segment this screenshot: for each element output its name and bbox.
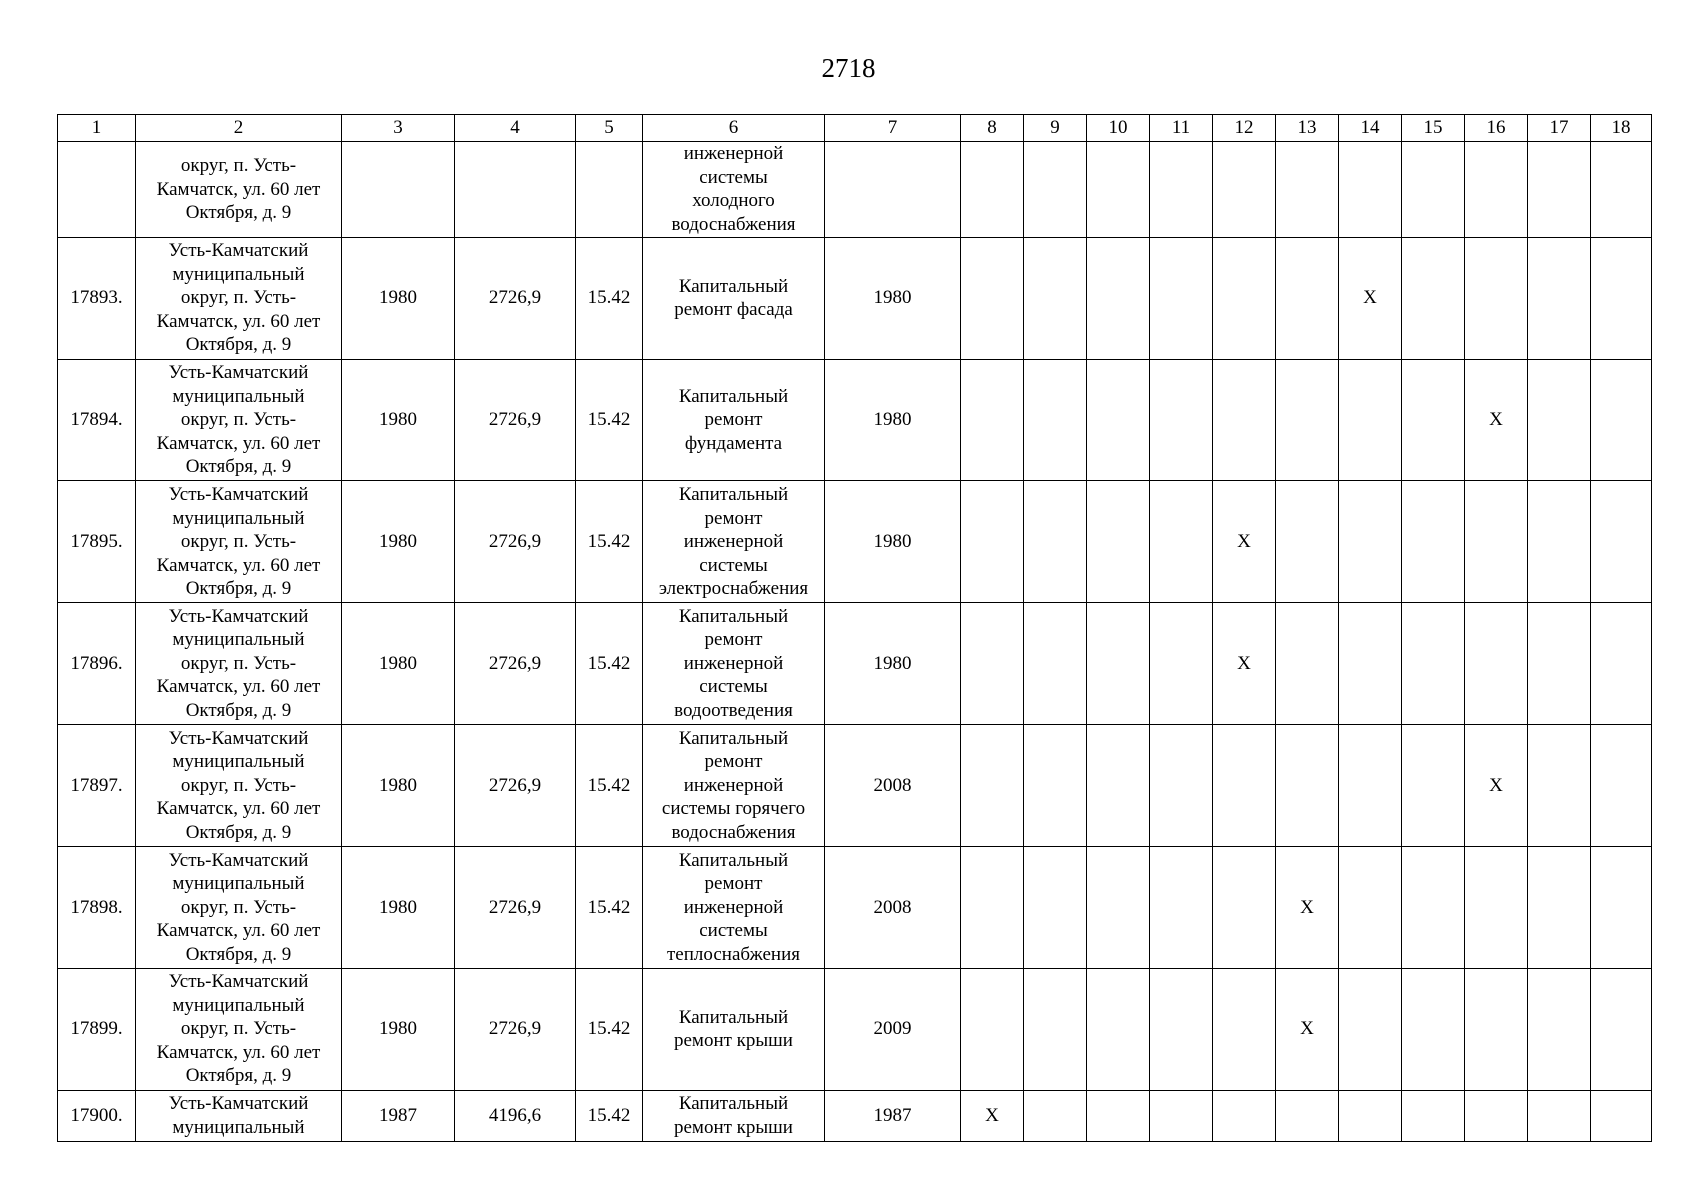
period-mark-col-14: [1339, 725, 1402, 847]
table-row: [58, 481, 1652, 603]
column-number-14: 14: [1339, 115, 1402, 142]
period-mark-col-18: [1591, 142, 1652, 238]
column-number-18: 18: [1591, 115, 1652, 142]
area-cell: 2726,9: [455, 725, 576, 847]
period-mark-col-17: [1528, 968, 1591, 1090]
column-number-11: 11: [1150, 115, 1213, 142]
row-number-cell: 17895.: [58, 481, 136, 603]
period-mark-col-10: [1087, 968, 1150, 1090]
period-mark-col-16: [1465, 142, 1528, 238]
period-mark-col-13: X: [1276, 968, 1339, 1090]
area-cell: 2726,9: [455, 968, 576, 1090]
period-mark-col-10: [1087, 359, 1150, 481]
column-number-2: 2: [136, 115, 342, 142]
address-cell: Усть-Камчатский муниципальный округ, п. Усть- Камчатск, ул. 60 лет Октября, д. 9: [136, 846, 342, 968]
column-number-7: 7: [825, 115, 961, 142]
period-mark-col-10: [1087, 725, 1150, 847]
row-number-cell: 17897.: [58, 725, 136, 847]
work-year-cell: 2008: [825, 725, 961, 847]
build-year-cell: 1980: [342, 481, 455, 603]
period-mark-col-16: [1465, 968, 1528, 1090]
build-year-cell: 1980: [342, 603, 455, 725]
period-mark-col-10: [1087, 603, 1150, 725]
period-mark-col-8: [961, 968, 1024, 1090]
period-mark-col-15: [1402, 968, 1465, 1090]
period-mark-col-11: [1150, 1090, 1213, 1141]
period-mark-col-9: [1024, 142, 1087, 238]
period-mark-col-15: [1402, 142, 1465, 238]
work-type-cell: Капитальный ремонт инженерной системы теплоснабжения: [643, 846, 825, 968]
period-mark-col-14: X: [1339, 237, 1402, 359]
period-mark-col-12: [1213, 968, 1276, 1090]
period-mark-col-10: [1087, 1090, 1150, 1141]
period-mark-col-17: [1528, 603, 1591, 725]
column-number-6: 6: [643, 115, 825, 142]
period-mark-col-8: [961, 142, 1024, 238]
row-number-cell: 17894.: [58, 359, 136, 481]
build-year-cell: 1980: [342, 359, 455, 481]
period-mark-col-18: [1591, 237, 1652, 359]
period-mark-col-12: X: [1213, 481, 1276, 603]
address-cell: Усть-Камчатский муниципальный округ, п. Усть- Камчатск, ул. 60 лет Октября, д. 9: [136, 968, 342, 1090]
period-mark-col-18: [1591, 725, 1652, 847]
code-cell: 15.42: [576, 359, 643, 481]
period-mark-col-15: [1402, 359, 1465, 481]
code-cell: 15.42: [576, 1090, 643, 1141]
code-cell: 15.42: [576, 481, 643, 603]
table-row: [58, 237, 1652, 359]
period-mark-col-17: [1528, 725, 1591, 847]
address-cell: Усть-Камчатский муниципальный округ, п. Усть- Камчатск, ул. 60 лет Октября, д. 9: [136, 725, 342, 847]
period-mark-col-8: [961, 237, 1024, 359]
code-cell: 15.42: [576, 603, 643, 725]
period-mark-col-16: [1465, 846, 1528, 968]
table-row: [58, 846, 1652, 968]
period-mark-col-16: [1465, 603, 1528, 725]
period-mark-col-18: [1591, 846, 1652, 968]
period-mark-col-13: [1276, 359, 1339, 481]
period-mark-col-17: [1528, 481, 1591, 603]
area-cell: 2726,9: [455, 237, 576, 359]
period-mark-col-8: [961, 603, 1024, 725]
period-mark-col-15: [1402, 603, 1465, 725]
address-cell: Усть-Камчатский муниципальный округ, п. Усть- Камчатск, ул. 60 лет Октября, д. 9: [136, 237, 342, 359]
period-mark-col-17: [1528, 142, 1591, 238]
period-mark-col-12: [1213, 142, 1276, 238]
period-mark-col-18: [1591, 603, 1652, 725]
table-row: [58, 603, 1652, 725]
period-mark-col-10: [1087, 846, 1150, 968]
work-type-cell: Капитальный ремонт фундамента: [643, 359, 825, 481]
row-number-cell: 17898.: [58, 846, 136, 968]
column-number-17: 17: [1528, 115, 1591, 142]
column-number-1: 1: [58, 115, 136, 142]
work-type-cell: Капитальный ремонт инженерной системы горячего водоснабжения: [643, 725, 825, 847]
period-mark-col-12: [1213, 237, 1276, 359]
period-mark-col-16: X: [1465, 725, 1528, 847]
period-mark-col-14: [1339, 142, 1402, 238]
period-mark-col-11: [1150, 142, 1213, 238]
period-mark-col-10: [1087, 237, 1150, 359]
period-mark-col-18: [1591, 1090, 1652, 1141]
period-mark-col-17: [1528, 1090, 1591, 1141]
work-type-cell: Капитальный ремонт фасада: [643, 237, 825, 359]
address-cell: Усть-Камчатский муниципальный округ, п. Усть- Камчатск, ул. 60 лет Октября, д. 9: [136, 481, 342, 603]
area-cell: 2726,9: [455, 359, 576, 481]
period-mark-col-13: [1276, 725, 1339, 847]
period-mark-col-11: [1150, 846, 1213, 968]
period-mark-col-13: X: [1276, 846, 1339, 968]
work-year-cell: 2009: [825, 968, 961, 1090]
column-number-12: 12: [1213, 115, 1276, 142]
column-number-4: 4: [455, 115, 576, 142]
code-cell: 15.42: [576, 725, 643, 847]
period-mark-col-13: [1276, 1090, 1339, 1141]
table-row: [58, 359, 1652, 481]
period-mark-col-14: [1339, 968, 1402, 1090]
code-cell: [576, 142, 643, 238]
period-mark-col-10: [1087, 481, 1150, 603]
period-mark-col-14: [1339, 359, 1402, 481]
period-mark-col-16: [1465, 481, 1528, 603]
address-cell: Усть-Камчатский муниципальный округ, п. Усть- Камчатск, ул. 60 лет Октября, д. 9: [136, 603, 342, 725]
period-mark-col-9: [1024, 359, 1087, 481]
period-mark-col-10: [1087, 142, 1150, 238]
work-year-cell: 1980: [825, 237, 961, 359]
period-mark-col-18: [1591, 481, 1652, 603]
area-cell: 2726,9: [455, 846, 576, 968]
table-row: [58, 142, 1652, 238]
column-number-row: [58, 115, 1652, 142]
period-mark-col-17: [1528, 846, 1591, 968]
period-mark-col-8: [961, 359, 1024, 481]
period-mark-col-15: [1402, 1090, 1465, 1141]
page-number: 2718: [821, 53, 876, 83]
period-mark-col-15: [1402, 846, 1465, 968]
table-row: [58, 968, 1652, 1090]
work-type-cell: Капитальный ремонт инженерной системы водоотведения: [643, 603, 825, 725]
period-mark-col-8: X: [961, 1090, 1024, 1141]
column-number-13: 13: [1276, 115, 1339, 142]
table-row: [58, 725, 1652, 847]
area-cell: 2726,9: [455, 481, 576, 603]
period-mark-col-15: [1402, 725, 1465, 847]
period-mark-col-14: [1339, 481, 1402, 603]
period-mark-col-16: [1465, 237, 1528, 359]
period-mark-col-16: X: [1465, 359, 1528, 481]
work-year-cell: 1980: [825, 603, 961, 725]
period-mark-col-14: [1339, 603, 1402, 725]
column-number-10: 10: [1087, 115, 1150, 142]
row-number-cell: [58, 142, 136, 238]
build-year-cell: 1980: [342, 846, 455, 968]
period-mark-col-17: [1528, 359, 1591, 481]
period-mark-col-11: [1150, 725, 1213, 847]
period-mark-col-18: [1591, 968, 1652, 1090]
period-mark-col-8: [961, 846, 1024, 968]
period-mark-col-13: [1276, 603, 1339, 725]
area-cell: [455, 142, 576, 238]
code-cell: 15.42: [576, 846, 643, 968]
period-mark-col-13: [1276, 237, 1339, 359]
period-mark-col-15: [1402, 481, 1465, 603]
address-cell: Усть-Камчатский муниципальный округ, п. Усть- Камчатск, ул. 60 лет Октября, д. 9: [136, 359, 342, 481]
period-mark-col-11: [1150, 603, 1213, 725]
period-mark-col-9: [1024, 603, 1087, 725]
work-year-cell: 1980: [825, 481, 961, 603]
period-mark-col-18: [1591, 359, 1652, 481]
period-mark-col-14: [1339, 1090, 1402, 1141]
work-type-cell: Капитальный ремонт инженерной системы электроснабжения: [643, 481, 825, 603]
table-row: [58, 1090, 1652, 1141]
area-cell: 2726,9: [455, 603, 576, 725]
period-mark-col-17: [1528, 237, 1591, 359]
column-number-5: 5: [576, 115, 643, 142]
code-cell: 15.42: [576, 968, 643, 1090]
period-mark-col-13: [1276, 142, 1339, 238]
area-cell: 4196,6: [455, 1090, 576, 1141]
period-mark-col-11: [1150, 481, 1213, 603]
work-type-cell: Капитальный ремонт крыши: [643, 968, 825, 1090]
period-mark-col-12: X: [1213, 603, 1276, 725]
period-mark-col-12: [1213, 359, 1276, 481]
repair-schedule-table: [57, 114, 1652, 1142]
period-mark-col-16: [1465, 1090, 1528, 1141]
column-number-8: 8: [961, 115, 1024, 142]
address-cell: округ, п. Усть- Камчатск, ул. 60 лет Октября, д. 9: [136, 142, 342, 238]
period-mark-col-11: [1150, 237, 1213, 359]
row-number-cell: 17900.: [58, 1090, 136, 1141]
period-mark-col-12: [1213, 846, 1276, 968]
period-mark-col-13: [1276, 481, 1339, 603]
work-year-cell: 2008: [825, 846, 961, 968]
period-mark-col-9: [1024, 1090, 1087, 1141]
period-mark-col-12: [1213, 1090, 1276, 1141]
period-mark-col-9: [1024, 968, 1087, 1090]
build-year-cell: 1980: [342, 968, 455, 1090]
row-number-cell: 17896.: [58, 603, 136, 725]
row-number-cell: 17893.: [58, 237, 136, 359]
period-mark-col-12: [1213, 725, 1276, 847]
build-year-cell: 1987: [342, 1090, 455, 1141]
period-mark-col-14: [1339, 846, 1402, 968]
period-mark-col-15: [1402, 237, 1465, 359]
period-mark-col-9: [1024, 846, 1087, 968]
work-year-cell: 1980: [825, 359, 961, 481]
column-number-16: 16: [1465, 115, 1528, 142]
build-year-cell: 1980: [342, 725, 455, 847]
period-mark-col-9: [1024, 237, 1087, 359]
work-type-cell: Капитальный ремонт крыши: [643, 1090, 825, 1141]
work-year-cell: 1987: [825, 1090, 961, 1141]
column-number-9: 9: [1024, 115, 1087, 142]
period-mark-col-11: [1150, 968, 1213, 1090]
period-mark-col-8: [961, 725, 1024, 847]
period-mark-col-9: [1024, 725, 1087, 847]
period-mark-col-9: [1024, 481, 1087, 603]
code-cell: 15.42: [576, 237, 643, 359]
build-year-cell: 1980: [342, 237, 455, 359]
period-mark-col-8: [961, 481, 1024, 603]
period-mark-col-11: [1150, 359, 1213, 481]
column-number-15: 15: [1402, 115, 1465, 142]
address-cell: Усть-Камчатский муниципальный: [136, 1090, 342, 1141]
work-type-cell: инженерной системы холодного водоснабжения: [643, 142, 825, 238]
work-year-cell: [825, 142, 961, 238]
row-number-cell: 17899.: [58, 968, 136, 1090]
build-year-cell: [342, 142, 455, 238]
column-number-3: 3: [342, 115, 455, 142]
